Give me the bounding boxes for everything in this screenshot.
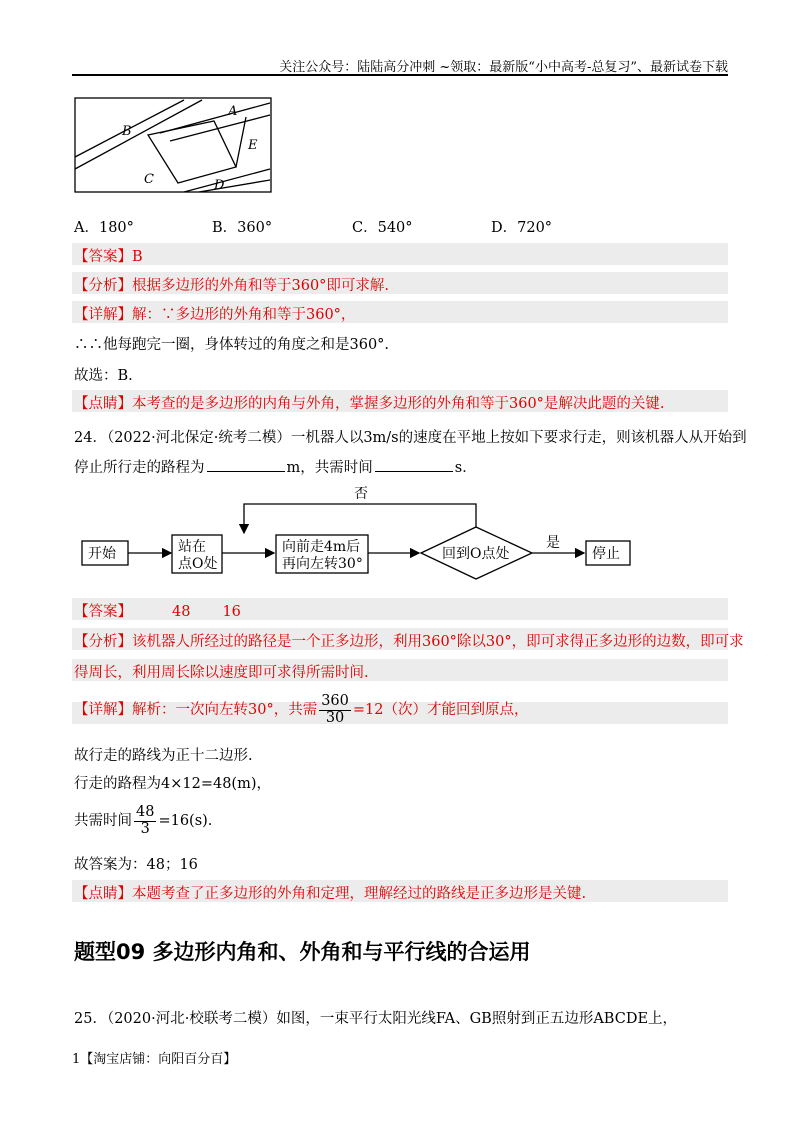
map-label-c: C — [144, 172, 154, 187]
option-d: D．720° — [491, 220, 553, 236]
fraction-360-30 — [319, 694, 351, 725]
flow-stand-text-2: 点O处 — [178, 556, 218, 572]
section-title: 题型09 多边形内角和、外角和与平行线的合运用 — [74, 940, 531, 964]
blank-time — [375, 457, 453, 472]
analysis-text: 根据多边形的外角和等于360°即可求解. — [132, 278, 390, 294]
q24-comment-text: 本题考查了正多边形的外角和定理，理解经过的路线是正多边形是关键. — [132, 886, 587, 902]
flow-stop-text: 停止 — [592, 546, 620, 562]
comment-text: 本考查的是多边形的内角与外角，掌握多边形的外角和等于360°是解决此题的关键. — [132, 396, 665, 412]
answer-tag: 【答案】 — [74, 249, 132, 265]
q25-stem: 25．（2020·河北·校联考二模）如图，一束平行太阳光线FA、GB照射到正五边形ABCDE上， — [74, 1011, 678, 1027]
q24-detail-text-1a: 解析：一次向左转30°，共需 — [132, 702, 318, 718]
q24-analysis-text-1: 该机器人所经过的路径是一个正多边形，利用360°除以30°，即可求得正多边形的边数，即可求 — [132, 634, 744, 650]
fraction-denominator: 3 — [140, 820, 150, 837]
answer-band — [72, 243, 728, 265]
page-header: 关注公众号：陆陆高分冲刺 ~领取：最新版“小中高考-总复习”、最新试卷下载 — [279, 60, 728, 75]
detail-line-2: ∴∴他每跑完一圈，身体转过的角度之和是360°. — [74, 337, 390, 353]
flow-yes-label: 是 — [546, 535, 560, 551]
robot-flowchart — [74, 484, 654, 594]
q24-detail-text-4a: 共需时间 — [74, 813, 132, 829]
map-label-e: E — [248, 138, 258, 153]
q24-comment-line — [74, 882, 586, 903]
comment-line — [74, 392, 665, 413]
q24-detail-tag: 【详解】 — [74, 702, 132, 718]
q24-comment-tag: 【点睛】 — [74, 886, 132, 902]
analysis-tag: 【分析】 — [74, 278, 132, 294]
q24-analysis-tag: 【分析】 — [74, 634, 132, 650]
answer-line — [74, 245, 143, 266]
map-label-a: A — [228, 104, 238, 119]
fraction-numerator: 360 — [321, 693, 349, 710]
answer-value: B — [132, 249, 143, 265]
q24-answer-2: 16 — [222, 604, 241, 620]
flow-move-text-1: 向前走4m后 — [282, 539, 361, 555]
q24-stem-2 — [74, 456, 477, 477]
q24-detail-line-5: 故答案为：48；16 — [74, 857, 198, 873]
q24-detail-line-1 — [74, 688, 529, 732]
q24-answer-tag: 【答案】 — [74, 604, 132, 620]
fraction-denominator: 30 — [325, 709, 345, 726]
q24-stem-2c: s． — [454, 460, 477, 476]
q24-stem-2a: 停止所行走的路程为 — [74, 460, 205, 476]
map-label-d: D — [214, 178, 225, 193]
flow-no-label: 否 — [354, 486, 368, 502]
flow-stand-text-1: 站在 — [178, 539, 206, 555]
q24-answer-1: 48 — [172, 604, 191, 620]
q24-detail-line-4 — [74, 798, 212, 844]
option-c: C．540° — [352, 220, 413, 236]
q24-answer-line — [74, 600, 241, 621]
q24-detail-text-4b: =16(s). — [158, 813, 213, 829]
blank-distance — [207, 457, 285, 472]
q24-stem-2b: m，共需时间 — [286, 460, 373, 476]
page-footer: 1【淘宝店铺：向阳百分百】 — [72, 1052, 237, 1067]
detail-text-1: 解：∵多边形的外角和等于360°， — [132, 307, 356, 323]
fraction-48-3 — [134, 805, 156, 836]
option-a: A．180° — [74, 220, 134, 236]
q24-detail-line-2: 故行走的路线为正十二边形. — [74, 748, 253, 764]
map-label-b: B — [122, 124, 132, 139]
option-b: B．360° — [212, 220, 273, 236]
q24-analysis-line-2: 得周长，利用周长除以速度即可求得所需时间. — [74, 665, 369, 681]
detail-line-1 — [74, 303, 355, 324]
flow-move-text-2: 再向左转30° — [282, 556, 363, 572]
flow-decision-text: 回到O点处 — [442, 546, 510, 562]
header-rule — [72, 74, 728, 76]
detail-line-3: 故选：B. — [74, 368, 133, 384]
q24-stem-1: 24．（2022·河北保定·统考二模）一机器人以3m/s的速度在平地上按如下要求行走，则该机器人从开始到 — [74, 430, 747, 446]
fraction-numerator: 48 — [136, 804, 155, 821]
analysis-line — [74, 274, 389, 295]
detail-tag: 【详解】 — [74, 307, 132, 323]
q24-detail-line-3: 行走的路程为4×12=48(m)， — [74, 776, 271, 792]
flow-start-text: 开始 — [88, 546, 116, 562]
q24-detail-text-1b: =12（次）才能回到原点， — [352, 702, 529, 718]
street-map-figure — [74, 97, 274, 193]
q24-analysis-line-1 — [74, 630, 744, 651]
comment-tag: 【点睛】 — [74, 396, 132, 412]
